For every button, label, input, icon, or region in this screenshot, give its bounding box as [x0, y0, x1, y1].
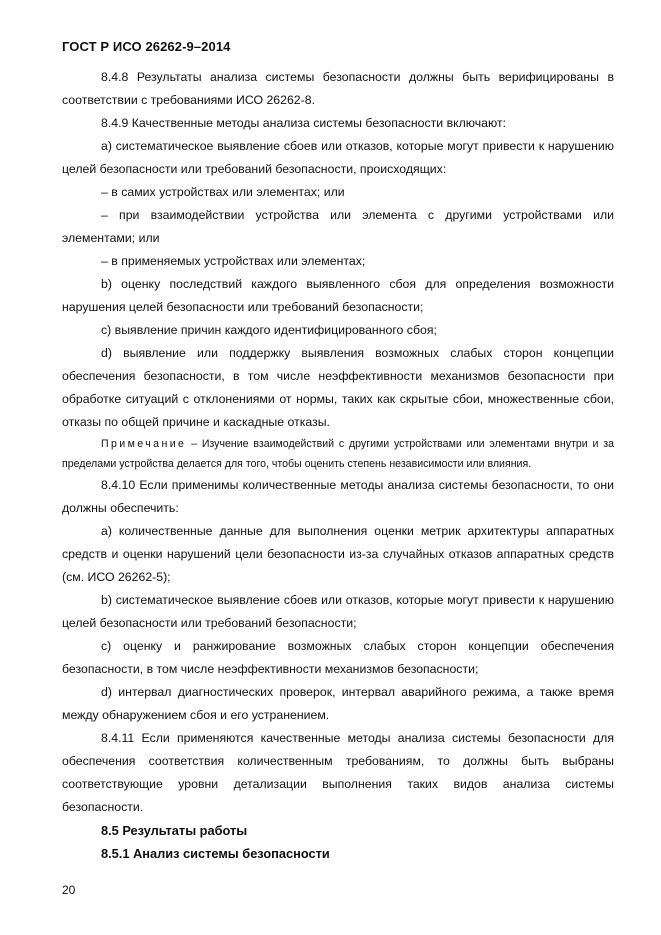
list-item-d2: d) интервал диагностических проверок, интервал аварийного режима, а также время между обнаружением сбоя и его устранением. [62, 685, 614, 722]
note [62, 434, 614, 474]
page-number: 20 [62, 883, 76, 897]
document-header: ГОСТ Р ИСО 26262-9–2014 [62, 39, 231, 54]
dash-item-1: – в самих устройствах или элементах; или [101, 185, 345, 199]
dash-item-2: – при взаимодействии устройства или элемента с другими устройствами или элементами; или [62, 208, 614, 245]
list-item-b2: b) систематическое выявление сбоев или отказов, которые могут привести к нарушению целей безопасности или требований безопасности; [62, 593, 614, 630]
list-item-a2: а) количественные данные для выполнения оценки метрик архитектуры аппаратных средств и оценки нарушений цели безопасности из-за случайных отказов аппаратных средств (см. ИСО 26262-5); [62, 524, 614, 584]
paragraph-8-4-11: 8.4.11 Если применяются качественные методы анализа системы безопасности для обеспечения соответствия количественным требованиям, то должны быть выбраны соответствующие уровни детализации выполнения таких видов анализа системы безопасности. [62, 731, 614, 814]
paragraph-8-4-10: 8.4.10 Если применимы количественные методы анализа системы безопасности, то они должны обеспечить: [62, 478, 614, 515]
heading-8-5-1: 8.5.1 Анализ системы безопасности [101, 846, 330, 861]
note-label: Примечание [101, 438, 187, 450]
list-item-c2: c) оценку и ранжирование возможных слабых сторон концепции обеспечения безопасности, в том числе неэффективности механизмов безопасности; [62, 639, 614, 676]
paragraph-8-4-8: 8.4.8 Результаты анализа системы безопасности должны быть верифицированы в соответствии с требованиями ИСО 26262-8. [62, 70, 614, 107]
note-text: – Изучение взаимодействий с другими устройствами или элементами внутри и за пределами устройства делается для того, чтобы оценить степень независимости или влияния. [62, 438, 614, 470]
heading-8-5: 8.5 Результаты работы [101, 823, 248, 838]
dash-item-3: – в применяемых устройствах или элементах; [101, 254, 366, 268]
paragraph-8-4-9: 8.4.9 Качественные методы анализа системы безопасности включают: [101, 116, 507, 130]
list-item-a1: а) систематическое выявление сбоев или отказов, которые могут привести к нарушению целей безопасности или требований безопасности, происходящих: [62, 139, 614, 176]
list-item-d1: d) выявление или поддержку выявления возможных слабых сторон концепции обеспечения безопасности, в том числе неэффективности механизмов безопасности при обработке ситуаций с отклонениями от нормы, таких как скрытые сбои, множественные сбои, отказы по общей причине и каскадные отказы. [62, 346, 614, 429]
list-item-b1: b) оценку последствий каждого выявленного сбоя для определения возможности нарушения целей безопасности или требований безопасности; [62, 277, 614, 314]
list-item-c1: c) выявление причин каждого идентифицированного сбоя; [101, 323, 437, 337]
document-body [62, 66, 614, 865]
